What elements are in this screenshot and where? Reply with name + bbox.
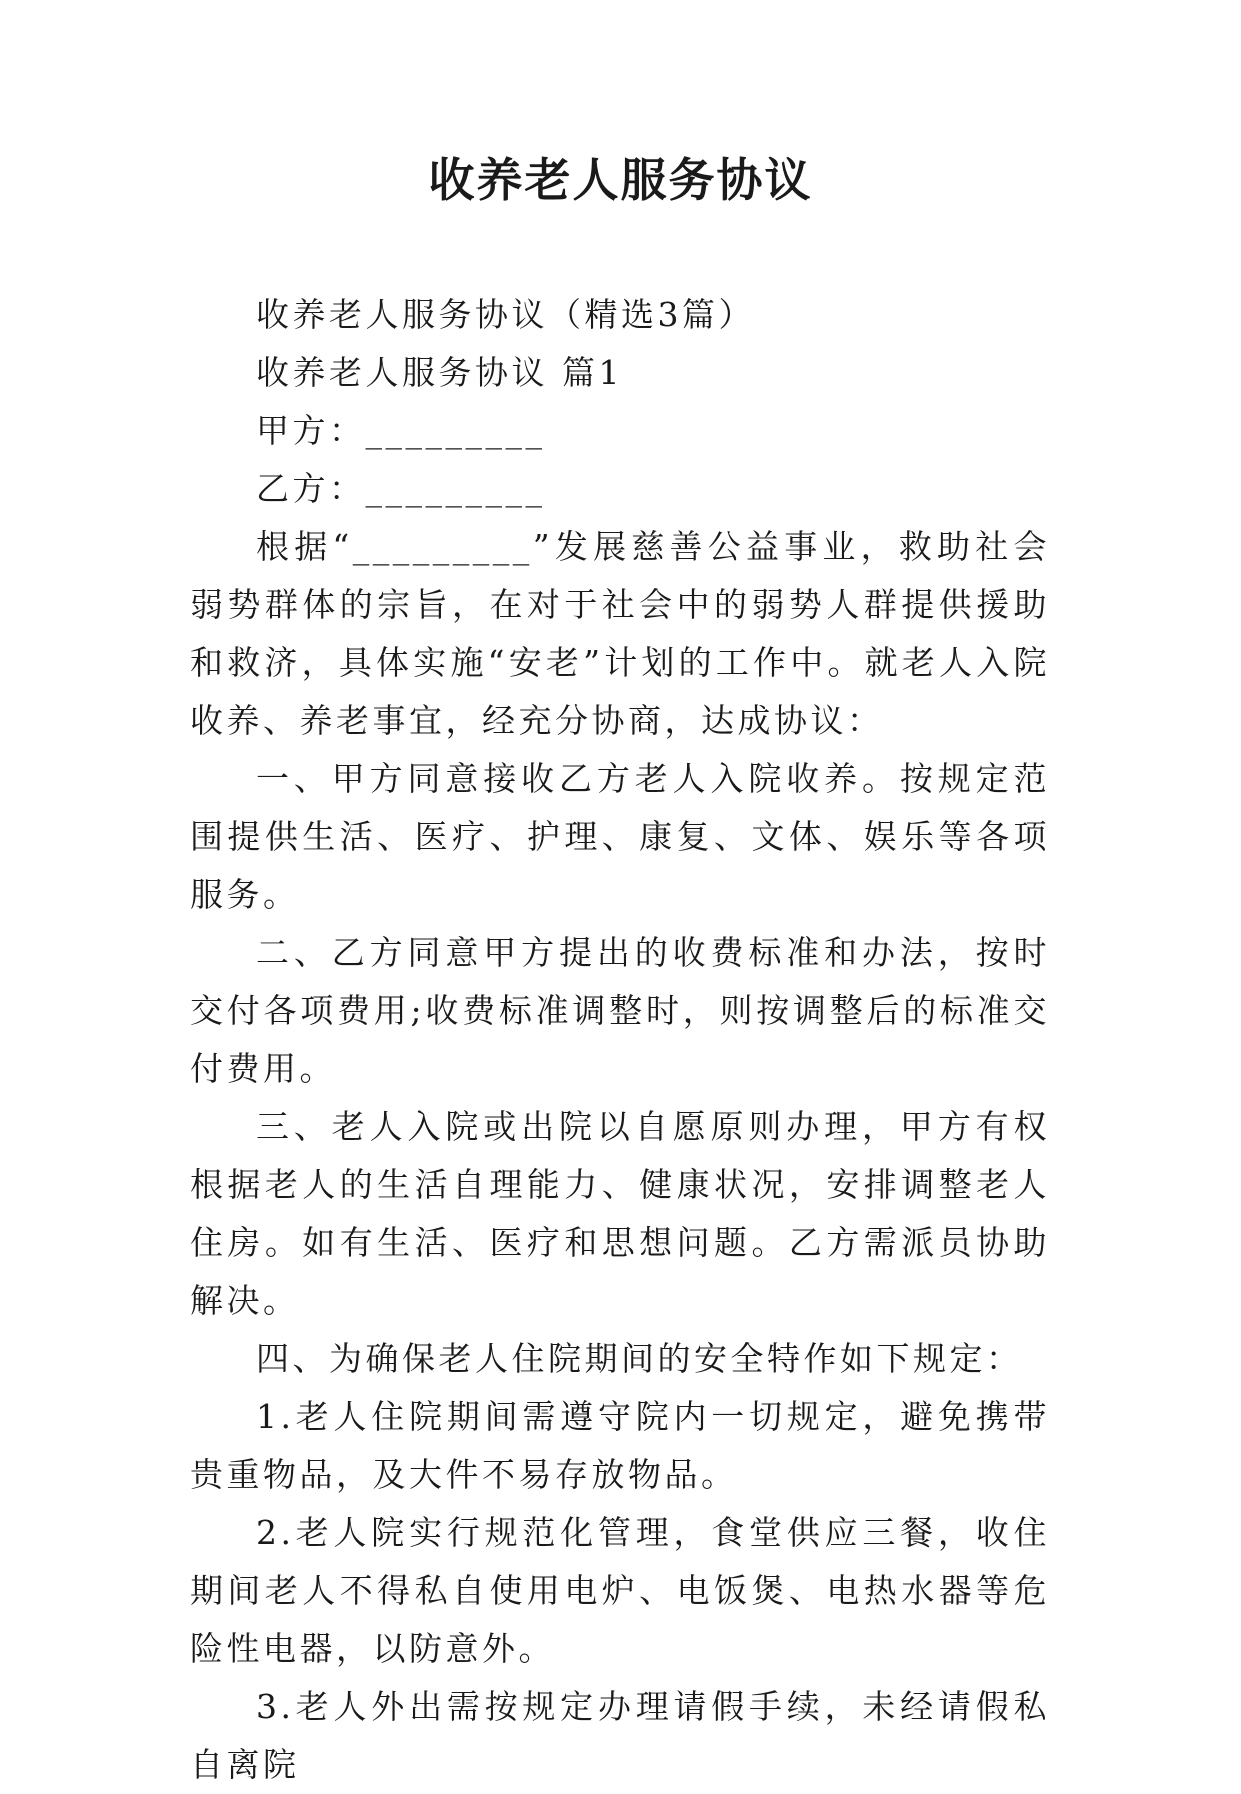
- paragraph-rule-3: 3.老人外出需按规定办理请假手续，未经请假私自离院: [190, 1687, 1050, 1784]
- paragraph-clause-1: 一、甲方同意接收乙方老人入院收养。按规定范围提供生活、医疗、护理、康复、文体、娱乐等各项服务。: [190, 759, 1050, 914]
- paragraph-rule-2: 2.老人院实行规范化管理，食堂供应三餐，收住期间老人不得私自使用电炉、电饭煲、电热水器等危险性电器，以防意外。: [190, 1513, 1050, 1668]
- document-body: [190, 286, 1050, 1794]
- paragraph-rule-1: 1.老人住院期间需遵守院内一切规定，避免携带贵重物品，及大件不易存放物品。: [190, 1397, 1050, 1494]
- paragraph-party-a: 甲方：_________: [256, 411, 546, 450]
- paragraph-section-heading: 收养老人服务协议 篇1: [256, 353, 623, 392]
- paragraph-subtitle: 收养老人服务协议（精选3篇）: [256, 295, 755, 334]
- paragraph-clause-3: 三、老人入院或出院以自愿原则办理，甲方有权根据老人的生活自理能力、健康状况，安排调整老人住房。如有生活、医疗和思想问题。乙方需派员协助解决。: [190, 1107, 1050, 1320]
- document-title: 收养老人服务协议: [428, 153, 813, 207]
- paragraph-party-b: 乙方：_________: [256, 469, 546, 508]
- paragraph-clause-2: 二、乙方同意甲方提出的收费标准和办法，按时交付各项费用;收费标准调整时，则按调整后的标准交付费用。: [190, 933, 1050, 1088]
- paragraph-clause-4: 四、为确保老人住院期间的安全特作如下规定：: [256, 1339, 1023, 1378]
- paragraph-preamble: 根据“_________”发展慈善公益事业，救助社会弱势群体的宗旨，在对于社会中的弱势人群提供援助和救济，具体实施“安老”计划的工作中。就老人入院收养、养老事宜，经充分协商，达成协议：: [190, 527, 1050, 740]
